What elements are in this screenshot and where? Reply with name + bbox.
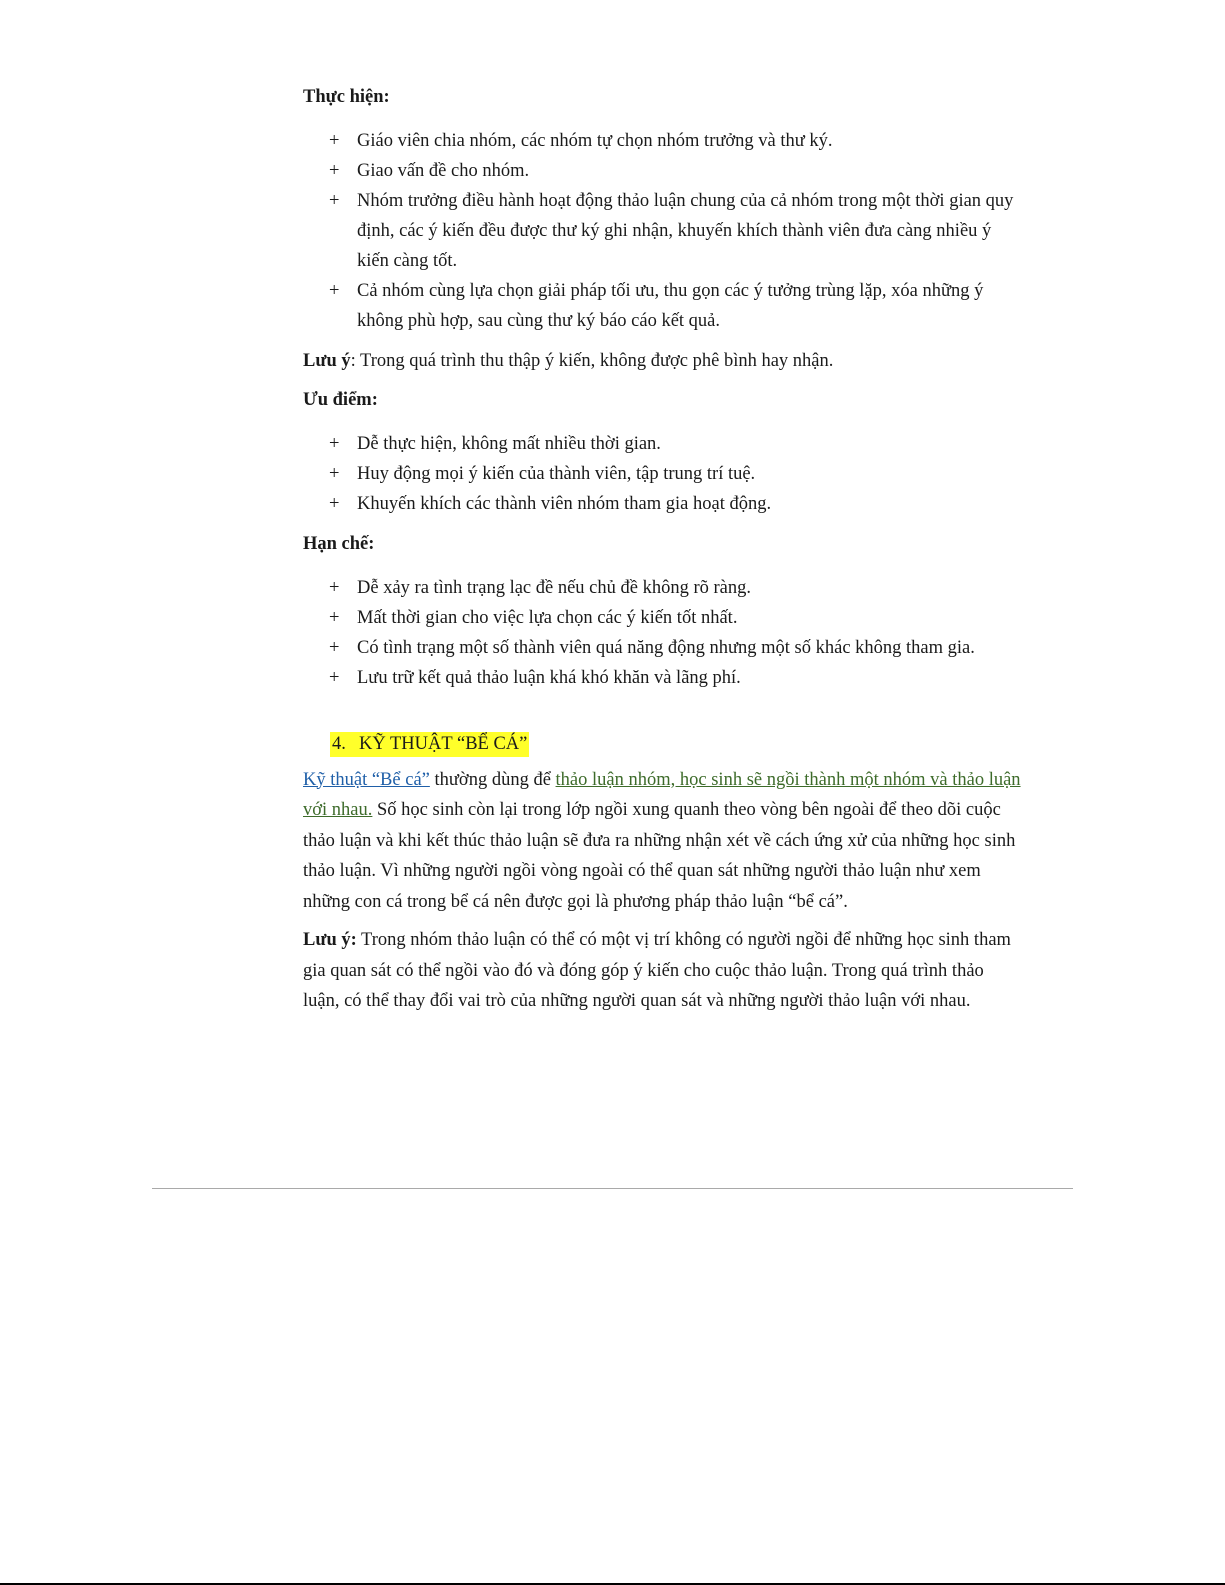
list-item: + Giao vấn đề cho nhóm. <box>303 156 1023 186</box>
document-body <box>303 82 1023 1025</box>
plus-bullet-icon: + <box>329 667 340 688</box>
list-item: + Giáo viên chia nhóm, các nhóm tự chọn nhóm trưởng và thư ký. <box>303 126 1023 156</box>
page-divider <box>152 1188 1073 1189</box>
list-item: + Có tình trạng một số thành viên quá năng động nhưng một số khác không tham gia. <box>303 633 1023 663</box>
list-han-che <box>303 573 1023 693</box>
plus-bullet-icon: + <box>329 637 340 658</box>
plus-bullet-icon: + <box>329 131 340 151</box>
note-text: : Trong quá trình thu thập ý kiến, không được phê bình hay nhận. <box>350 351 834 371</box>
plus-bullet-icon: + <box>329 433 340 454</box>
plus-bullet-icon: + <box>329 463 340 484</box>
list-item: + Dễ xảy ra tình trạng lạc đề nếu chủ đề không rõ ràng. <box>303 573 1023 603</box>
plus-bullet-icon: + <box>329 607 340 628</box>
section-title-be-ca <box>330 729 1023 759</box>
plus-bullet-icon: + <box>329 281 340 301</box>
note-label: Lưu ý: <box>303 930 357 950</box>
list-uu-diem <box>303 429 1023 519</box>
list-item: + Khuyến khích các thành viên nhóm tham gia hoạt động. <box>303 489 1023 519</box>
note-text: Trong nhóm thảo luận có thể có một vị trí không có người ngồi để những học sinh tham gia quan sát có thể ngồi vào đó và đóng góp ý kiến cho cuộc thảo luận. Trong quá trình thảo luận, có thể thay đổi vai trò của những người quan sát và những người thảo luận với nhau. <box>303 930 1011 1011</box>
list-item: + Cả nhóm cùng lựa chọn giải pháp tối ưu, thu gọn các ý tưởng trùng lặp, xóa những ý không phù hợp, sau cùng thư ký báo cáo kết quả. <box>303 276 1023 336</box>
term-link[interactable]: Kỹ thuật “Bể cá” <box>303 769 430 790</box>
note-paragraph <box>303 346 1023 377</box>
plus-bullet-icon: + <box>329 493 340 514</box>
plus-bullet-icon: + <box>329 577 340 598</box>
heading-uu-diem: Ưu điểm: <box>303 389 378 410</box>
heading-han-che: Hạn chế: <box>303 533 375 554</box>
list-item: + Huy động mọi ý kiến của thành viên, tập trung trí tuệ. <box>303 459 1023 489</box>
list-item: + Mất thời gian cho việc lựa chọn các ý kiến tốt nhất. <box>303 603 1023 633</box>
heading-thuc-hien: Thực hiện: <box>303 87 390 107</box>
list-thuc-hien <box>303 126 1023 336</box>
plus-bullet-icon: + <box>329 191 340 211</box>
list-item: + Dễ thực hiện, không mất nhiều thời gian. <box>303 429 1023 459</box>
section-number: 4. <box>332 733 346 754</box>
highlight <box>330 732 529 757</box>
note-paragraph-2 <box>303 925 1023 1017</box>
note-label: Lưu ý <box>303 351 351 371</box>
list-item: + Lưu trữ kết quả thảo luận khá khó khăn và lãng phí. <box>303 663 1023 693</box>
plus-bullet-icon: + <box>329 161 340 181</box>
paragraph-be-ca: Kỹ thuật “Bể cá” thường dùng để thảo luận nhóm, học sinh sẽ ngồi thành một nhóm và thảo luận với nhau. Số học sinh còn lại trong lớp ngồi xung quanh theo vòng bên ngoài để theo dõi cuộc thảo luận và khi kết thúc thảo luận sẽ đưa ra những nhận xét về cách ứng xử của những học sinh thảo luận. Vì những người ngồi vòng ngoài có thể quan sát những người thảo luận như xem những con cá trong bể cá nên được gọi là phương pháp thảo luận “bể cá”. <box>303 769 1021 912</box>
section-title-text: KỸ THUẬT “BỂ CÁ” <box>359 733 528 754</box>
phrase-link[interactable]: thảo luận nhóm, học sinh sẽ ngồi thành một nhóm và thảo luận với nhau. <box>303 769 1021 820</box>
list-item: + Nhóm trưởng điều hành hoạt động thảo luận chung của cả nhóm trong một thời gian quy định, các ý kiến đều được thư ký ghi nhận, khuyến khích thành viên đưa càng nhiều ý kiến càng tốt. <box>303 186 1023 276</box>
